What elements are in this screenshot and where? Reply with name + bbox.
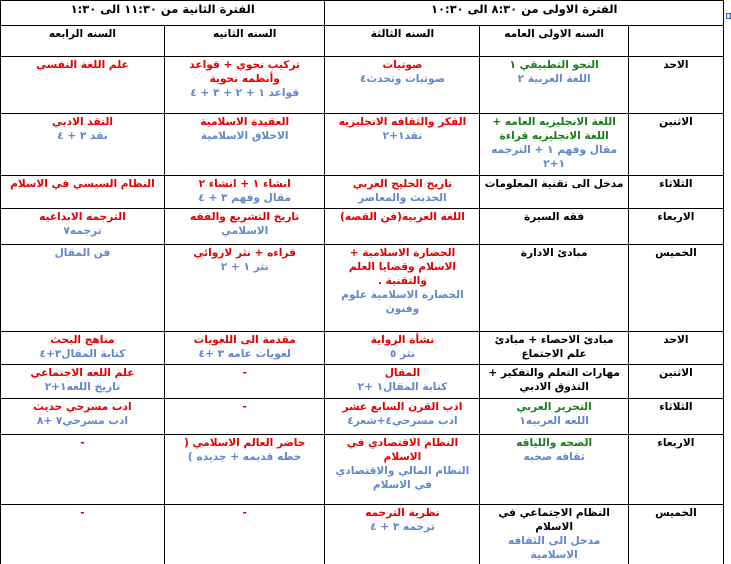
course-cell	[325, 176, 480, 209]
course-cell	[480, 365, 628, 399]
course-detail: النظام المالي والاقتصادي	[335, 465, 470, 477]
day-label: الاربعاء	[628, 435, 723, 505]
course-detail: اللغه العربيه١	[519, 415, 589, 427]
day-label: الثلاثاء	[628, 176, 723, 209]
course-title: الترجمه الابداعيه	[39, 211, 126, 223]
course-cell	[164, 505, 325, 564]
course-title: مناهج البحث	[50, 334, 115, 346]
schedule-row	[1, 399, 724, 435]
course-title: العقيدة الاسلامية	[200, 116, 290, 128]
course-title: وأنظمه نحوية	[209, 73, 280, 85]
course-title: ادب مسرحي حديث	[33, 401, 132, 413]
course-title: النحو التطبيقي ١	[509, 59, 599, 71]
course-cell	[1, 332, 165, 365]
course-detail: تاريخ اللغه١+٢	[44, 381, 121, 393]
course-title: علم اللغه الاجتماعي	[30, 367, 135, 379]
course-title: علم اللغة النفسي	[36, 59, 129, 71]
empty-slot-dash: -	[242, 401, 247, 413]
course-cell	[1, 505, 165, 564]
course-title: النقد الادبي	[51, 116, 113, 128]
course-detail: كتابة المقال١ +٢	[357, 381, 448, 393]
course-cell	[164, 399, 325, 435]
course-cell	[325, 365, 480, 399]
course-title: حاضر العالم الاسلامي (	[183, 437, 306, 449]
course-detail: نثر ٥	[389, 348, 415, 360]
course-title: قراءه + نثر لاروائي	[193, 247, 296, 259]
course-detail: الاسلامي	[221, 225, 269, 237]
course-cell	[325, 57, 480, 114]
course-detail: الاخلاق الاسلامية	[200, 130, 289, 142]
course-title: الفكر والثقافه الانجليزيه	[338, 116, 467, 128]
course-cell	[480, 57, 628, 114]
course-title: صوتيات	[382, 59, 423, 71]
course-title: اللغة الانجليزيه قراءة	[499, 130, 609, 142]
course-cell	[325, 505, 480, 564]
course-detail: نثر ١ + ٢	[220, 261, 269, 273]
course-title: تاريخ الخليج العربي	[352, 178, 453, 190]
course-detail: الحضارة الاسلامية علوم	[341, 289, 464, 301]
course-detail: ثقافه صحيه	[523, 451, 585, 463]
course-title: الصحه واللياقه	[516, 437, 593, 449]
course-cell	[480, 176, 628, 209]
empty-slot-dash: -	[242, 367, 247, 379]
course-detail: مقال وفهم ٣ + ٤	[198, 192, 292, 204]
course-title: اللغه العربيه(فن القصه)	[340, 211, 465, 223]
course-detail: مدخل الى الثقافه الاسلامية	[507, 535, 601, 561]
course-cell	[1, 435, 165, 505]
course-cell	[1, 209, 165, 245]
course-detail: ترجمه ٣ + ٤	[370, 521, 435, 533]
course-detail: صوتيات وتحدث٤	[359, 73, 445, 85]
year-header: السنه الثالثة	[325, 26, 480, 57]
course-detail: نقد١+٢	[382, 130, 423, 142]
empty-slot-dash: -	[80, 507, 85, 519]
course-title: مدخل الى تقنية المعلومات	[484, 178, 624, 190]
day-label: الاثنين	[628, 114, 723, 176]
course-cell	[325, 114, 480, 176]
day-label: الخميس	[628, 505, 723, 564]
course-detail: ١+٢	[543, 158, 566, 170]
course-cell	[164, 209, 325, 245]
course-detail: فن المقال	[54, 247, 111, 259]
schedule-body	[1, 1, 724, 564]
schedule-row	[1, 209, 724, 245]
course-cell	[1, 176, 165, 209]
course-title: النظام السيسي في الاسلام	[10, 178, 155, 190]
course-title: نظرية الترجمه	[365, 507, 440, 519]
year-header: السنه الثانيه	[164, 26, 325, 57]
course-detail: في الاسلام	[372, 479, 432, 491]
course-cell	[164, 57, 325, 114]
course-detail: خطه قديمه + جديده )	[187, 451, 302, 463]
course-title: مهارات التعلم والتفكير +	[488, 367, 620, 379]
second-period-label: الفترة الثانية من ١١:٣٠ الى ١:٣٠	[1, 1, 325, 26]
schedule-row	[1, 176, 724, 209]
course-title: فقه السيرة	[524, 211, 585, 223]
schedule-row	[1, 114, 724, 176]
schedule-row	[1, 332, 724, 365]
course-cell	[325, 209, 480, 245]
course-cell	[164, 176, 325, 209]
course-cell	[1, 57, 165, 114]
first-period-label: الفترة الاولى من ٨:٣٠ الى ١٠:٣٠	[325, 1, 724, 26]
course-title: الحضارة الاسلامية +	[349, 247, 456, 259]
course-title: النظام الاقتصادي في	[346, 437, 459, 449]
course-title: ادب القرن السابع عشر	[342, 401, 463, 413]
day-label: الاحد	[628, 332, 723, 365]
course-detail: ادب مسرحي٤+شعر٤	[347, 415, 458, 427]
course-cell	[480, 332, 628, 365]
course-cell	[164, 114, 325, 176]
empty-slot-dash: -	[80, 437, 85, 449]
course-title: التحرير العربي	[516, 401, 592, 413]
course-cell	[164, 332, 325, 365]
course-cell	[164, 245, 325, 332]
course-detail: مقال وفهم ١ + الترجمه	[491, 144, 618, 156]
course-title: الاسلام	[535, 521, 573, 533]
course-cell	[480, 209, 628, 245]
course-detail: ادب مسرحي٧ +٨	[36, 415, 129, 427]
course-title: نشأة الرواية	[370, 334, 435, 346]
course-title: الاسلام	[383, 451, 422, 463]
schedule-row	[1, 365, 724, 399]
course-title: تركيب نحوي + قواعد	[189, 59, 301, 71]
schedule-row	[1, 245, 724, 332]
course-title: اللغة الانجليزيه العامه +	[492, 116, 616, 128]
course-title: التذوق الادبي	[519, 381, 589, 393]
schedule-row	[1, 505, 724, 564]
course-cell	[480, 399, 628, 435]
course-cell	[325, 435, 480, 505]
day-label: الخميس	[628, 245, 723, 332]
course-detail: وفنون	[385, 303, 420, 315]
course-title: مبادئ الادارة	[520, 247, 588, 259]
day-column-header	[628, 26, 723, 57]
empty-slot-dash: -	[242, 507, 247, 519]
day-label: الاربعاء	[628, 209, 723, 245]
course-cell	[1, 245, 165, 332]
course-cell	[480, 245, 628, 332]
year-header: السنه الاولى العامه	[480, 26, 628, 57]
schedule-row	[1, 435, 724, 505]
day-label: الاثنين	[628, 365, 723, 399]
course-cell	[1, 114, 165, 176]
course-cell	[480, 505, 628, 564]
table-move-handle[interactable]	[726, 13, 731, 19]
course-title: مبادئ الاحصاء + مبادئ	[494, 334, 614, 346]
schedule-row	[1, 57, 724, 114]
course-detail: الحديث والمعاصر	[358, 192, 447, 204]
course-title: النظام الاجتماعي في	[498, 507, 610, 519]
day-label: الاحد	[628, 57, 723, 114]
course-detail: ترجمه٧	[63, 225, 102, 237]
course-cell	[480, 114, 628, 176]
course-title: تاريخ التشريع والفقه	[189, 211, 300, 223]
course-cell	[1, 399, 165, 435]
course-detail: نقد ٣ + ٤	[57, 130, 108, 142]
course-detail: اللغة العربية ٢	[517, 73, 591, 85]
column-header-row	[1, 26, 724, 57]
course-cell	[325, 399, 480, 435]
course-detail: كتابة المقال٣+٤	[39, 348, 126, 360]
year-header: السنه الرابعه	[1, 26, 165, 57]
day-label: الثلاثاء	[628, 399, 723, 435]
course-cell	[325, 332, 480, 365]
course-title: انشاء ١ + انشاء ٢	[198, 178, 291, 190]
course-cell	[164, 365, 325, 399]
course-cell	[1, 365, 165, 399]
period-header-row	[1, 1, 724, 26]
course-cell	[164, 435, 325, 505]
course-title: والتقنية .	[377, 275, 427, 287]
course-cell	[480, 435, 628, 505]
course-detail: لغويات عامه ٣ +٤	[198, 348, 291, 360]
course-title: الاسلام وقضايا العلم	[348, 261, 457, 273]
course-title: علم الاجتماع	[521, 348, 587, 360]
course-title: مقدمة الى اللغويات	[193, 334, 296, 346]
course-detail: قواعد ١ + ٢ + ٣ + ٤	[190, 87, 300, 99]
course-cell	[325, 245, 480, 332]
course-title: المقال	[384, 367, 421, 379]
